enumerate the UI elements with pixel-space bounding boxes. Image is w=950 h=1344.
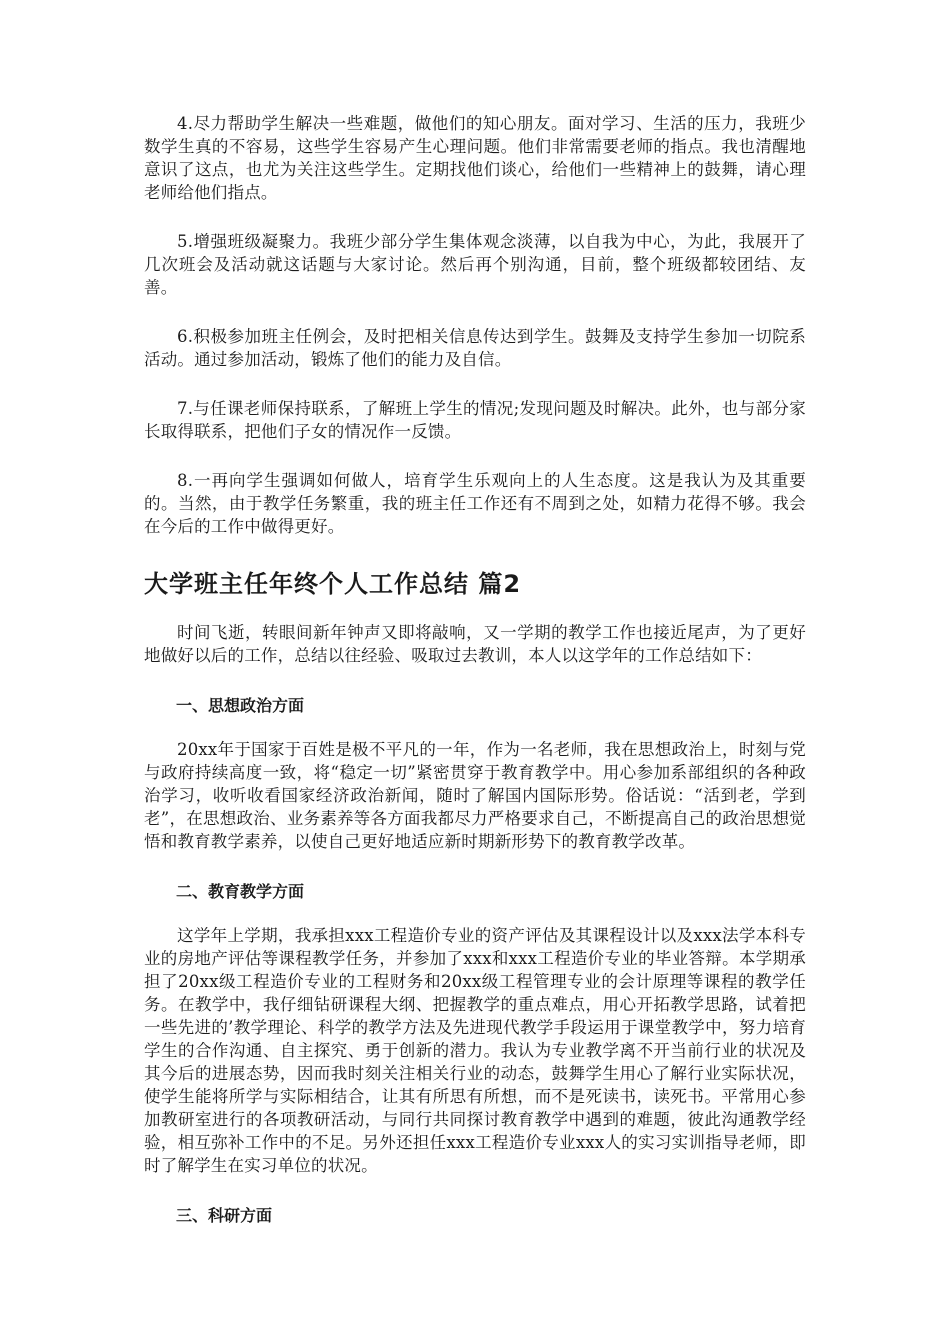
subsection-heading-research: 三、科研方面	[176, 1206, 273, 1225]
intro-paragraph: 时间飞逝，转眼间新年钟声又即将敲响，又一学期的教学工作也接近尾声，为了更好地做好以后的工作，总结以往经验、吸取过去教训，本人以这学年的工作总结如下：	[144, 623, 806, 665]
section-title: 大学班主任年终个人工作总结 篇2	[144, 570, 522, 598]
paragraph-item-5: 5.增强班级凝聚力。我班少部分学生集体观念淡薄，以自我为中心，为此，我展开了几次班会及活动就这话题与大家讨论。然后再个别沟通，目前，整个班级都较团结、友善。	[144, 232, 806, 297]
subsection-text-teaching: 这学年上学期，我承担xxx工程造价专业的资产评估及其课程设计以及xxx法学本科专业的房地产评估等课程教学任务，并参加了xxx和xxx工程造价专业的毕业答辩。本学期承担了20xx级工程造价专业的工程财务和20xx级工程管理专业的会计原理等课程的教学任务。在教学中，我仔细钻研课程大纲、把握教学的重点难点，用心开拓教学思路，试着把一些先进的’教学理论、科学的教学方法及先进现代教学手段运用于课堂教学中，努力培育学生的合作沟通、自主探究、勇于创新的潜力。我认为专业教学离不开当前行业的状况及其今后的进展态势，因而我时刻关注相关行业的动态，鼓舞学生用心了解行业实际状况，使学生能将所学与实际相结合，让其有所思有所想，而不是死读书，读死书。平常用心参加教研室进行的各项教研活动，与同行共同探讨教育教学中遇到的难题，彼此沟通教学经验，相互弥补工作中的不足。另外还担任xxx工程造价专业xxx人的实习实训指导老师，即时了解学生在实习单位的状况。	[144, 926, 806, 1175]
paragraph-item-4: 4.尽力帮助学生解决一些难题，做他们的知心朋友。面对学习、生活的压力，我班少数学生真的不容易，这些学生容易产生心理问题。他们非常需要老师的指点。我也清醒地意识了这点，也尤为关注这些学生。定期找他们谈心，给他们一些精神上的鼓舞，请心理老师给他们指点。	[144, 114, 806, 202]
paragraph-item-6: 6.积极参加班主任例会，及时把相关信息传达到学生。鼓舞及支持学生参加一切院系活动。通过参加活动，锻炼了他们的能力及自信。	[144, 327, 806, 369]
paragraph-item-7: 7.与任课老师保持联系，了解班上学生的情况;发现问题及时解决。此外，也与部分家长取得联系，把他们子女的情况作一反馈。	[144, 399, 806, 441]
subsection-heading-politics: 一、思想政治方面	[176, 696, 305, 715]
paragraph-item-8: 8.一再向学生强调如何做人，培育学生乐观向上的人生态度。这是我认为及其重要的。当然，由于教学任务繁重，我的班主任工作还有不周到之处，如精力花得不够。我会在今后的工作中做得更好。	[144, 471, 806, 536]
subsection-text-politics: 20xx年于国家于百姓是极不平凡的一年，作为一名老师，我在思想政治上，时刻与党与政府持续高度一致，将“稳定一切”紧密贯穿于教育教学中。用心参加系部组织的各种政治学习，收听收看国家经济政治新闻，随时了解国内国际形势。俗话说：“活到老，学到老”，在思想政治、业务素养等各方面我都尽力严格要求自己，不断提高自己的政治思想觉悟和教育教学素养，以使自己更好地适应新时期新形势下的教育教学改革。	[144, 740, 806, 851]
subsection-heading-teaching: 二、教育教学方面	[176, 882, 305, 901]
document-page	[144, 112, 806, 1248]
